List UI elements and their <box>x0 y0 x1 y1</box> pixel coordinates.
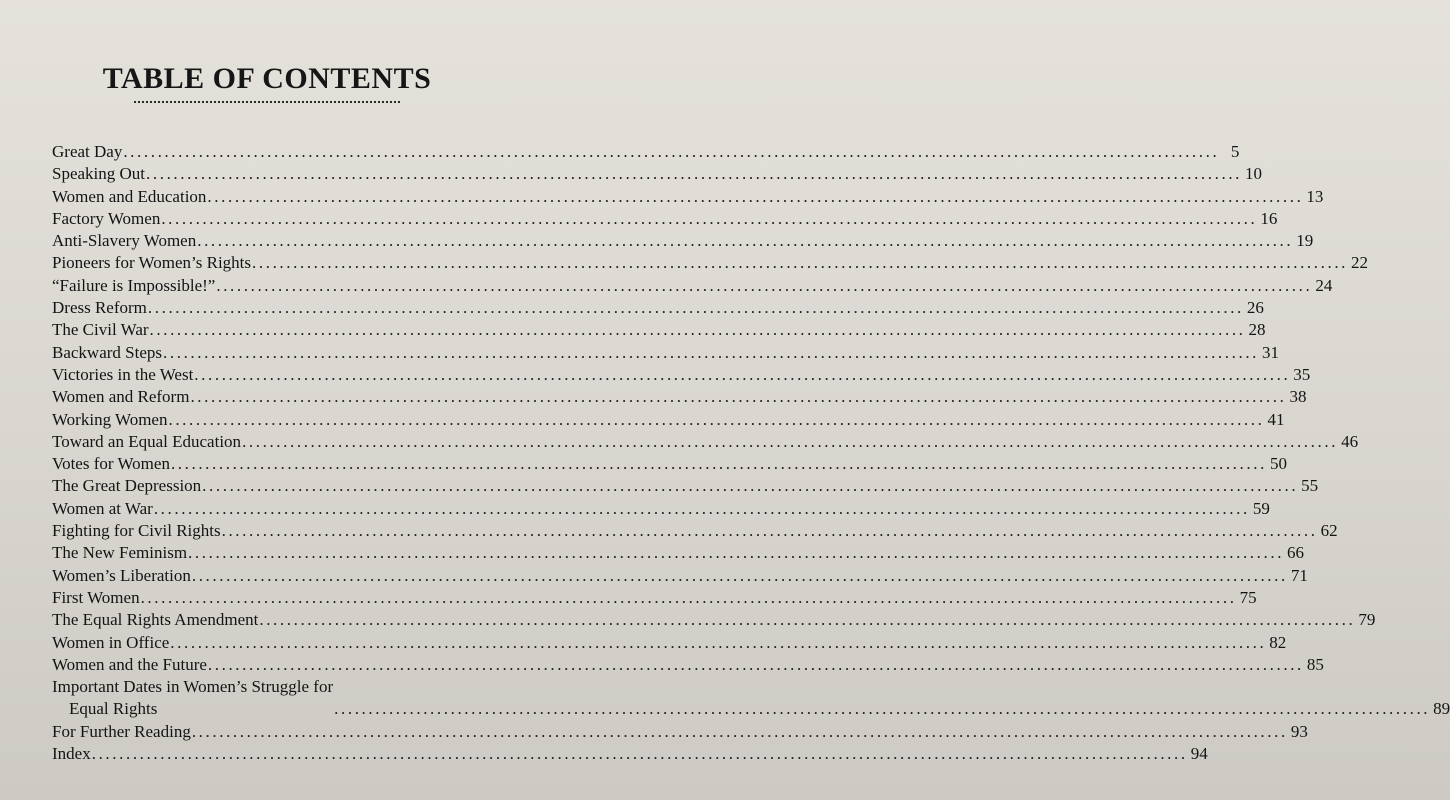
toc-page-number: 31 <box>1262 342 1280 362</box>
toc-entry <box>52 252 1369 274</box>
toc-entry <box>52 409 1285 431</box>
toc-page-number: 89 <box>1433 699 1450 719</box>
dot-leader: ................................................................................................................................................................ <box>207 186 1304 206</box>
dot-leader: ................................................................................................................................................................ <box>334 699 1431 719</box>
dot-leader: ................................................................................................................................................................ <box>91 744 1188 764</box>
dot-leader: ................................................................................................................................................................ <box>242 431 1339 451</box>
toc-page-number: 35 <box>1293 364 1311 384</box>
toc-page-number: 79 <box>1358 610 1376 630</box>
toc-entry <box>52 587 1257 609</box>
toc-page-number: 13 <box>1306 186 1324 206</box>
dot-leader: ................................................................................................................................................................ <box>153 498 1250 518</box>
toc-page-number: 16 <box>1260 208 1278 228</box>
toc-entry <box>52 632 1287 654</box>
dot-leader: ................................................................................................................................................................ <box>252 253 1349 273</box>
dot-leader: ................................................................................................................................................................ <box>216 275 1313 295</box>
toc-page-number: 94 <box>1190 744 1208 764</box>
toc-entry <box>52 676 1450 721</box>
dot-leader: ................................................................................................................................................................ <box>146 164 1243 184</box>
toc-entry-title: Toward an Equal Education <box>52 431 242 451</box>
dot-leader: ................................................................................................................................................................ <box>202 476 1299 496</box>
dot-leader: ................................................................................................................................................................ <box>191 721 1288 741</box>
toc-page-number: 50 <box>1269 454 1287 474</box>
toc-entry <box>52 364 1311 386</box>
title-dotted-rule <box>134 101 400 103</box>
toc-page-number: 38 <box>1289 387 1307 407</box>
toc-page-number: 75 <box>1239 587 1257 607</box>
dot-leader: ................................................................................................................................................................ <box>170 632 1267 652</box>
toc-page-number: 59 <box>1252 498 1270 518</box>
page-title: TABLE OF CONTENTS <box>102 62 432 95</box>
toc-entry <box>52 141 1240 163</box>
toc-page-number: 46 <box>1341 431 1359 451</box>
toc-entry <box>52 498 1270 520</box>
dot-leader: ................................................................................................................................................................ <box>161 208 1258 228</box>
dot-leader: ................................................................................................................................................................ <box>188 543 1285 563</box>
toc-page-number: 24 <box>1315 275 1333 295</box>
toc-entry-title: Anti-Slavery Women <box>52 231 197 251</box>
dot-leader: ................................................................................................................................................................ <box>123 142 1220 161</box>
dot-leader: ................................................................................................................................................................ <box>149 320 1246 340</box>
toc-entry-title: The Great Depression <box>52 476 202 496</box>
dot-leader: ................................................................................................................................................................ <box>168 409 1265 429</box>
dot-leader: ................................................................................................................................................................ <box>194 364 1291 384</box>
toc-entry-title: Working Women <box>52 409 168 429</box>
dot-leader: ................................................................................................................................................................ <box>221 521 1318 541</box>
toc-entry <box>52 654 1324 676</box>
toc-entry-title: Index <box>52 744 91 764</box>
toc-entry-title: Backward Steps <box>52 342 163 362</box>
toc-page-number: 41 <box>1267 409 1285 429</box>
toc-entry <box>52 230 1314 252</box>
toc-entry <box>52 565 1308 587</box>
toc-page-number: 28 <box>1248 320 1266 340</box>
toc-entry <box>52 609 1376 631</box>
toc-entry <box>52 453 1287 475</box>
dot-leader: ................................................................................................................................................................ <box>190 387 1287 407</box>
toc-entry-title: Important Dates in Women’s Struggle for <box>52 677 334 697</box>
toc-entry-title: Women and the Future <box>52 654 207 674</box>
toc-entry-title-block <box>52 676 333 721</box>
dot-leader: ................................................................................................................................................................ <box>170 454 1267 474</box>
toc-entry <box>52 431 1359 453</box>
toc-entry <box>52 163 1263 185</box>
toc-entry-title: Women’s Liberation <box>52 565 191 585</box>
toc-page-number: 93 <box>1290 721 1308 741</box>
toc-entry <box>52 721 1308 743</box>
toc-page-number: 10 <box>1245 164 1263 184</box>
dot-leader: ................................................................................................................................................................ <box>197 231 1294 251</box>
toc-entry-title: Women in Office <box>52 632 170 652</box>
dot-leader: ................................................................................................................................................................ <box>140 587 1237 607</box>
toc-page-number: 55 <box>1301 476 1319 496</box>
toc-entry <box>52 275 1333 297</box>
toc-entry <box>52 520 1338 542</box>
toc-entry <box>52 386 1307 408</box>
toc-entry-title: The New Feminism <box>52 543 188 563</box>
toc-entry-title: The Equal Rights Amendment <box>52 610 259 630</box>
toc-entry <box>52 475 1319 497</box>
dot-leader: ................................................................................................................................................................ <box>259 610 1356 630</box>
toc-entry-title: Speaking Out <box>52 164 146 184</box>
toc-entry-title: Fighting for Civil Rights <box>52 521 221 541</box>
toc-entry-title: Women and Reform <box>52 387 190 407</box>
toc-page-number: 66 <box>1287 543 1305 563</box>
toc-entry-title: “Failure is Impossible!” <box>52 275 216 295</box>
toc-entry <box>52 208 1278 230</box>
toc-page-number: 85 <box>1306 654 1324 674</box>
dot-leader: ................................................................................................................................................................ <box>163 342 1260 362</box>
table-of-contents-list <box>52 141 1450 765</box>
toc-entry-title: Victories in the West <box>52 364 194 384</box>
toc-entry <box>52 542 1305 564</box>
dot-leader: ................................................................................................................................................................ <box>191 565 1288 585</box>
toc-page-number: 82 <box>1269 632 1287 652</box>
toc-entry-title-continuation: Equal Rights <box>69 699 158 719</box>
toc-entry-title: Pioneers for Women’s Rights <box>52 253 252 273</box>
toc-page-number: 71 <box>1290 565 1308 585</box>
toc-entry-title: Women and Education <box>52 186 207 206</box>
toc-entry <box>52 297 1264 319</box>
toc-entry-title: First Women <box>52 587 140 607</box>
dot-leader: ................................................................................................................................................................ <box>147 298 1244 318</box>
toc-entry <box>52 342 1280 364</box>
toc-entry-title: The Civil War <box>52 320 149 340</box>
toc-page-number: 22 <box>1351 253 1369 273</box>
toc-entry-title: Votes for Women <box>52 454 170 474</box>
toc-entry-title: For Further Reading <box>52 721 191 741</box>
toc-entry <box>52 186 1324 208</box>
toc-entry-title: Women at War <box>52 498 153 518</box>
toc-page-number: 26 <box>1246 298 1264 318</box>
toc-entry <box>52 319 1266 341</box>
toc-entry-title: Dress Reform <box>52 298 147 318</box>
toc-page-number: 5 <box>1230 142 1240 161</box>
toc-page-number: 19 <box>1296 231 1314 251</box>
toc-entry <box>52 743 1208 765</box>
toc-page-number: 62 <box>1320 521 1338 541</box>
toc-entry-title: Factory Women <box>52 208 161 228</box>
toc-entry-title: Great Day <box>52 142 123 161</box>
dot-leader: ................................................................................................................................................................ <box>207 654 1304 674</box>
